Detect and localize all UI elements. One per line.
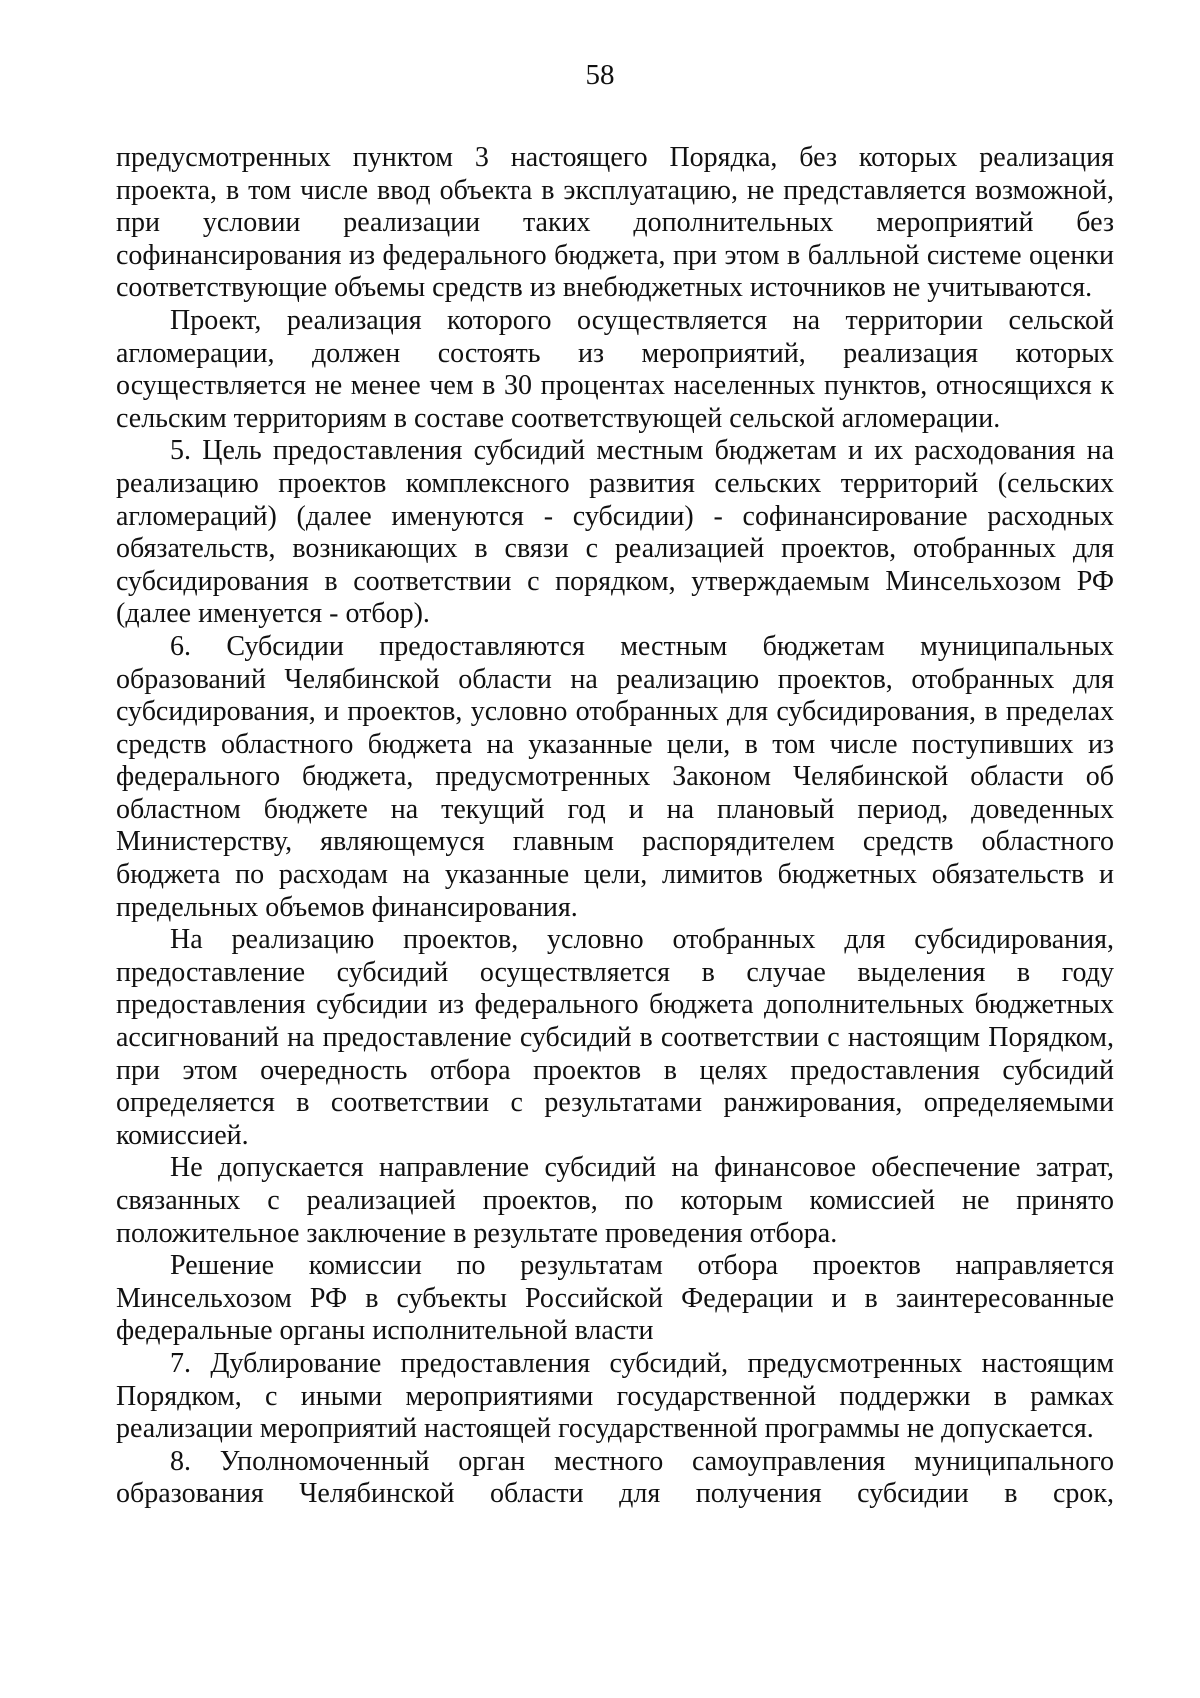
paragraph-item-5: 5. Цель предоставления субсидий местным бюджетам и их расходования на реализацию проектов комплексного развития сельских территорий (сельских агломераций) (далее именуются - субсидии) - софинансирование расходных обязательств, возникающих в связи с реализацией проектов, отобранных для субсидирования в соответствии с порядком, утверждаемым Минсельхозом РФ (далее именуется - отбор). — [116, 435, 1114, 630]
paragraph-not-allowed: Не допускается направление субсидий на финансовое обеспечение затрат, связанных с реализацией проектов, по которым комиссией не принято положительное заключение в результате проведения отбора. — [116, 1152, 1114, 1249]
paragraph-agglomeration-project: Проект, реализация которого осуществляется на территории сельской агломерации, должен состоять из мероприятий, реализация которых осуществляется не менее чем в 30 процентах населенных пунктов, относящихся к сельским территориям в составе соответствующей сельской агломерации. — [116, 304, 1114, 434]
paragraph-item-8: 8. Уполномоченный орган местного самоуправления муниципального образования Челябинской области для получения субсидии в срок, — [116, 1445, 1114, 1510]
document-body — [116, 142, 1114, 1511]
paragraph-item-6: 6. Субсидии предоставляются местным бюджетам муниципальных образований Челябинской области на реализацию проектов, отобранных для субсидирования, и проектов, условно отобранных для субсидирования, в пределах средств областного бюджета на указанные цели, в том числе поступивших из федерального бюджета, предусмотренных Законом Челябинской области об областном бюджете на текущий год и на плановый период, доведенных Министерству, являющемуся главным распорядителем средств областного бюджета по расходам на указанные цели, лимитов бюджетных обязательств и предельных объемов финансирования. — [116, 630, 1114, 923]
paragraph-continuation: предусмотренных пунктом 3 настоящего Порядка, без которых реализация проекта, в том числе ввод объекта в эксплуатацию, не представляется возможной, при условии реализации таких дополнительных мероприятий без софинансирования из федерального бюджета, при этом в балльной системе оценки соответствующие объемы средств из внебюджетных источников не учитываются. — [116, 142, 1114, 304]
paragraph-item-7: 7. Дублирование предоставления субсидий, предусмотренных настоящим Порядком, с иными мероприятиями государственной поддержки в рамках реализации мероприятий настоящей государственной программы не допускается. — [116, 1347, 1114, 1445]
paragraph-commission-decision: Решение комиссии по результатам отбора проектов направляется Минсельхозом РФ в субъекты Российской Федерации и в заинтересованные федеральные органы исполнительной власти — [116, 1250, 1114, 1347]
paragraph-conditional-projects: На реализацию проектов, условно отобранных для субсидирования, предоставление субсидий осуществляется в случае выделения в году предоставления субсидии из федерального бюджета дополнительных бюджетных ассигнований на предоставление субсидий в соответствии с настоящим Порядком, при этом очередность отбора проектов в целях предоставления субсидий определяется в соответствии с результатами ранжирования, определяемыми комиссией. — [116, 924, 1114, 1151]
page-number: 58 — [585, 59, 615, 91]
